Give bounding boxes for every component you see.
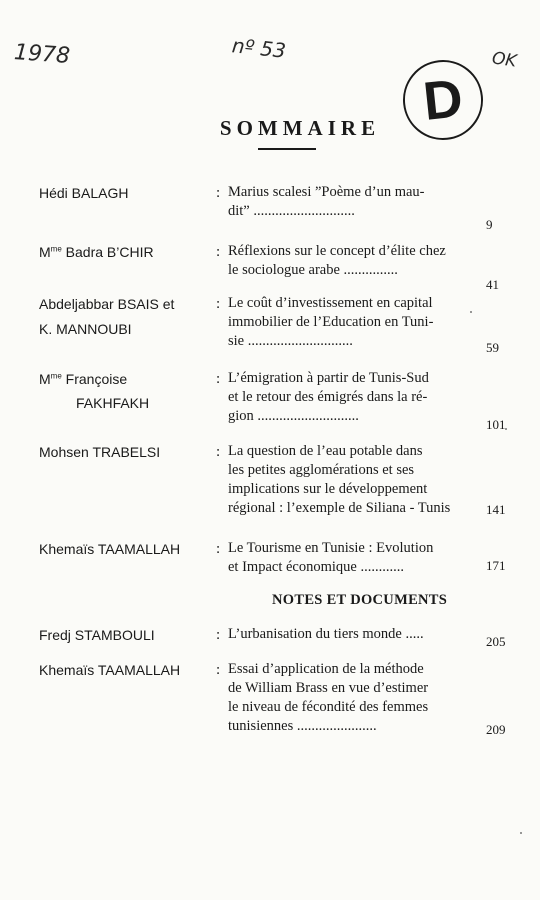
entry-title: La question de l’eau potable dans les petites agglomérations et ses implications sur le développement régional : l’exemple de Siliana - Tunis [228, 443, 451, 516]
entry-title: Essai d’application de la méthode de William Brass en vue d’estimer le niveau de fécondité des femmes tunisiennes ...................... [228, 661, 429, 734]
entry-author: Abdeljabbar BSAIS et K. MANNOUBI [39, 296, 175, 337]
entry-author: Mohsen TRABELSI [39, 444, 161, 460]
entry-author: Fredj STAMBOULI [39, 627, 155, 643]
entry-title: Réflexions sur le concept d’élite chez le sociologue arabe ............... [228, 243, 446, 278]
page-title: SOMMAIRE [219, 116, 381, 140]
entry-page: 141 [486, 502, 506, 517]
entry-author: Khemaïs TAAMALLAH [39, 662, 181, 678]
entry-page: 101 [486, 417, 506, 432]
title-rule [258, 148, 316, 150]
circle-stamp: D [399, 56, 487, 144]
entry-page: 41 [486, 277, 499, 292]
entry-page: 9 [486, 217, 493, 232]
entry-page: 59 [486, 340, 499, 355]
section-heading: NOTES ET DOCUMENTS [272, 592, 448, 608]
entry-title: L’urbanisation du tiers monde ..... [228, 626, 424, 642]
entry-author: Khemaïs TAAMALLAH [39, 541, 181, 557]
entry-author: $M^{me}$ Françoise FAKHFAKH [39, 371, 150, 411]
entry-author: $M^{me}$ Badra B’CHIR [39, 244, 154, 260]
entry-page: 209 [486, 722, 506, 737]
entry-title: Marius scalesi ”Poème d’un mau- dit” ............................ [228, 184, 425, 219]
handwritten-year: 1978 [13, 40, 71, 69]
entry-page: 205 [486, 634, 506, 649]
entry-title: Le Tourisme en Tunisie : Evolution et Impact économique ............ [228, 540, 434, 575]
handwritten-ok: OK [490, 48, 518, 72]
handwritten-issue-number: nº 53 [230, 33, 288, 63]
entry-title: L’émigration à partir de Tunis-Sud et le retour des émigrés dans la ré- gion ............................ [228, 370, 429, 424]
entry-title: Le coût d’investissement en capital immobilier de l’Education en Tuni- sie ............................. [228, 295, 434, 349]
entry-page: 171 [486, 558, 506, 573]
entry-author: Hédi BALAGH [39, 185, 129, 201]
